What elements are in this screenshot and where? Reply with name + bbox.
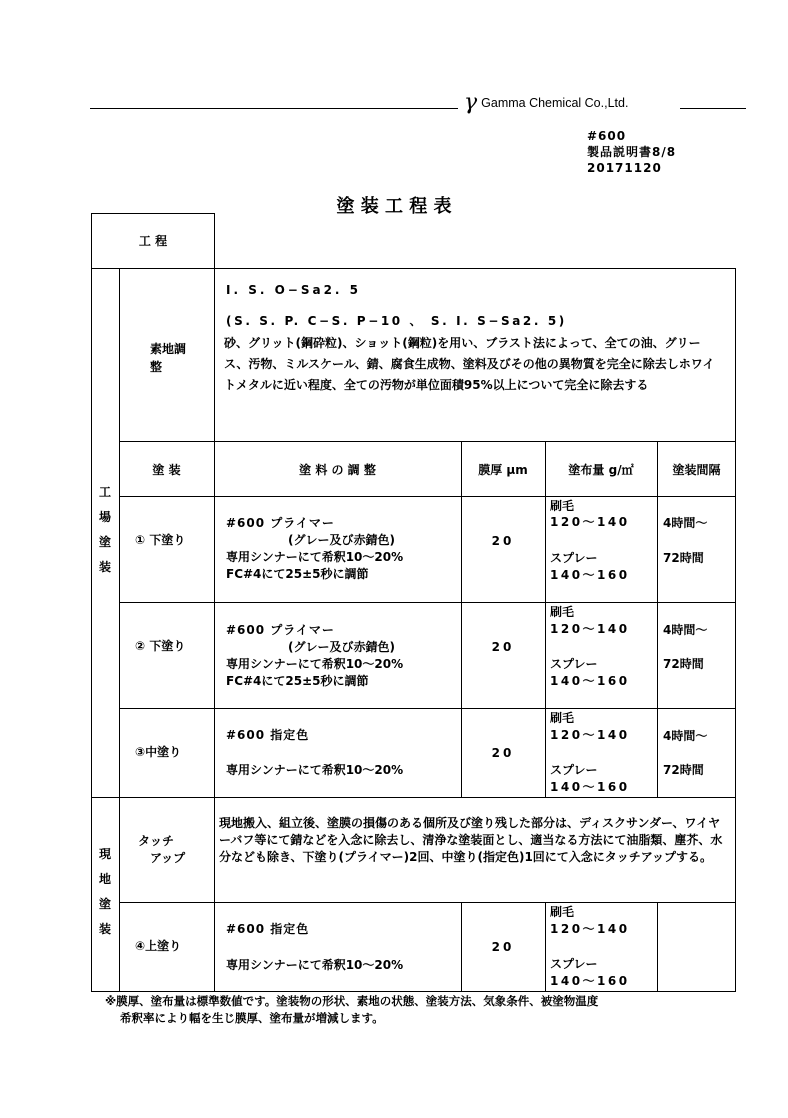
header-rule-right: [680, 108, 746, 109]
interval-max: 72時間: [663, 551, 704, 565]
row-line-site: [91, 797, 736, 798]
touchup-label-line2: アップ: [150, 851, 186, 865]
spray-value: 140〜160: [550, 674, 630, 688]
brush-value: 120〜140: [550, 622, 630, 636]
row-line-substrate: [119, 441, 736, 442]
interval-min: 4時間〜: [663, 729, 708, 743]
prep-product: #600 指定色: [226, 728, 310, 742]
gamma-logo-icon: γ: [464, 90, 478, 115]
spray-value: 140〜160: [550, 568, 630, 582]
prep-thinner: 専用シンナーにて希釈10〜20%: [226, 958, 404, 972]
col-header-coating: 塗 装: [152, 463, 181, 477]
interval-max: 72時間: [663, 657, 704, 671]
brush-label: 刷毛: [550, 605, 575, 619]
spray-value: 140〜160: [550, 974, 630, 988]
interval-max: 72時間: [663, 763, 704, 777]
page-title: 塗 装 工 程 表: [336, 196, 452, 217]
footnote-line1: ※膜厚、塗布量は標準数値です。塗装物の形状、素地の状態、塗装方法、気象条件、被塗物温度: [105, 994, 599, 1008]
thickness-value: 20: [491, 534, 515, 548]
factory-section-label: 工場塗装: [98, 485, 111, 574]
spray-label: スプレー: [550, 551, 598, 565]
process-header: 工 程: [138, 234, 168, 248]
topcoat-label: ④上塗り: [135, 939, 182, 953]
thickness-value: 20: [491, 746, 515, 760]
col-divider-thickness: [461, 441, 462, 797]
interval-min: 4時間〜: [663, 623, 708, 637]
header-rule-left: [90, 108, 458, 109]
spray-label: スプレー: [550, 763, 598, 777]
company-name: Gamma Chemical Co.,Ltd.: [481, 96, 629, 110]
brush-label: 刷毛: [550, 499, 575, 513]
interval-min: 4時間〜: [663, 516, 708, 530]
col-header-thickness: 膜厚 μm: [478, 463, 528, 477]
brush-value: 120〜140: [550, 515, 630, 529]
coating-row-label: ③中塗り: [135, 745, 182, 759]
prep-viscosity: FC#4にて25±5秒に調節: [226, 567, 369, 581]
footnote-line2: 希釈率により幅を生じ膜厚、塗布量が増減します。: [120, 1011, 384, 1025]
col-divider-spread: [545, 441, 546, 797]
spray-value: 140〜160: [550, 780, 630, 794]
col-divider-interval: [657, 441, 658, 797]
row-line-1: [119, 602, 736, 603]
col-header-preparation: 塗 料 の 調 整: [299, 463, 376, 477]
prep-thinner: 専用シンナーにて希釈10〜20%: [226, 763, 404, 777]
prep-product: #600 プライマー: [226, 516, 335, 530]
doc-number: #600: [587, 129, 627, 143]
brush-label: 刷毛: [550, 905, 575, 919]
touchup-description: 現地搬入、組立後、塗膜の損傷のある個所及び塗り残した部分は、ディスクサンダー、ワイヤーバフ等にて錆などを入念に除去し、清浄な塗装面とし、適当なる方法にて油脂類、塵芥、水分なども除き、下塗り(プライマー)2回、中塗り(指定色)1回にて入念にタッチアップする。: [219, 816, 723, 864]
col-divider-interval-topcoat: [657, 902, 658, 992]
substrate-standard: I. S. O−Sa2. 5: [226, 283, 362, 297]
col-header-interval: 塗装間隔: [672, 463, 721, 477]
company-logo: [464, 88, 628, 113]
thickness-value: 20: [491, 940, 515, 954]
prep-product: #600 プライマー: [226, 623, 335, 637]
doc-date: 20171120: [587, 161, 662, 175]
prep-thinner: 専用シンナーにて希釈10〜20%: [226, 550, 404, 564]
substrate-description: 砂、グリット(鋼砕粒)、ショット(鋼粒)を用い、ブラスト法によって、全ての油、グリース、汚物、ミルスケール、錆、腐食生成物、塗料及びその他の異物質を完全に除去しホワイトメタルに近い程度、全ての汚物が単位面積95%以上について完全に除去する: [224, 336, 715, 392]
prep-product: #600 指定色: [226, 922, 310, 936]
row-line-header: [119, 496, 736, 497]
prep-color: (グレー及び赤錆色): [288, 533, 395, 547]
prep-viscosity: FC#4にて25±5秒に調節: [226, 674, 369, 688]
spray-label: スプレー: [550, 957, 598, 971]
prep-color: (グレー及び赤錆色): [288, 640, 395, 654]
label-divider: [214, 268, 215, 992]
thickness-value: 20: [491, 640, 515, 654]
col-divider-spread-topcoat: [545, 902, 546, 992]
brush-label: 刷毛: [550, 711, 575, 725]
section-divider: [119, 268, 120, 992]
prep-thinner: 専用シンナーにて希釈10〜20%: [226, 657, 404, 671]
coating-row-label: ② 下塗り: [135, 639, 186, 653]
col-header-spread: 塗布量 g/㎡: [568, 463, 634, 477]
brush-value: 120〜140: [550, 922, 630, 936]
row-line-2: [119, 708, 736, 709]
substrate-standard-alt: (S. S. P. C−S. P−10 、 S. I. S−Sa2. 5): [226, 314, 567, 328]
doc-title: 製品説明書8/8: [587, 145, 677, 159]
substrate-label: 素地調整: [150, 342, 187, 374]
brush-value: 120〜140: [550, 728, 630, 742]
spray-label: スプレー: [550, 657, 598, 671]
row-line-touchup: [119, 902, 736, 903]
coating-row-label: ① 下塗り: [135, 533, 186, 547]
document-info: [587, 128, 676, 176]
site-section-label: 現地塗装: [98, 847, 111, 936]
touchup-label-line1: タッチ: [138, 834, 175, 848]
